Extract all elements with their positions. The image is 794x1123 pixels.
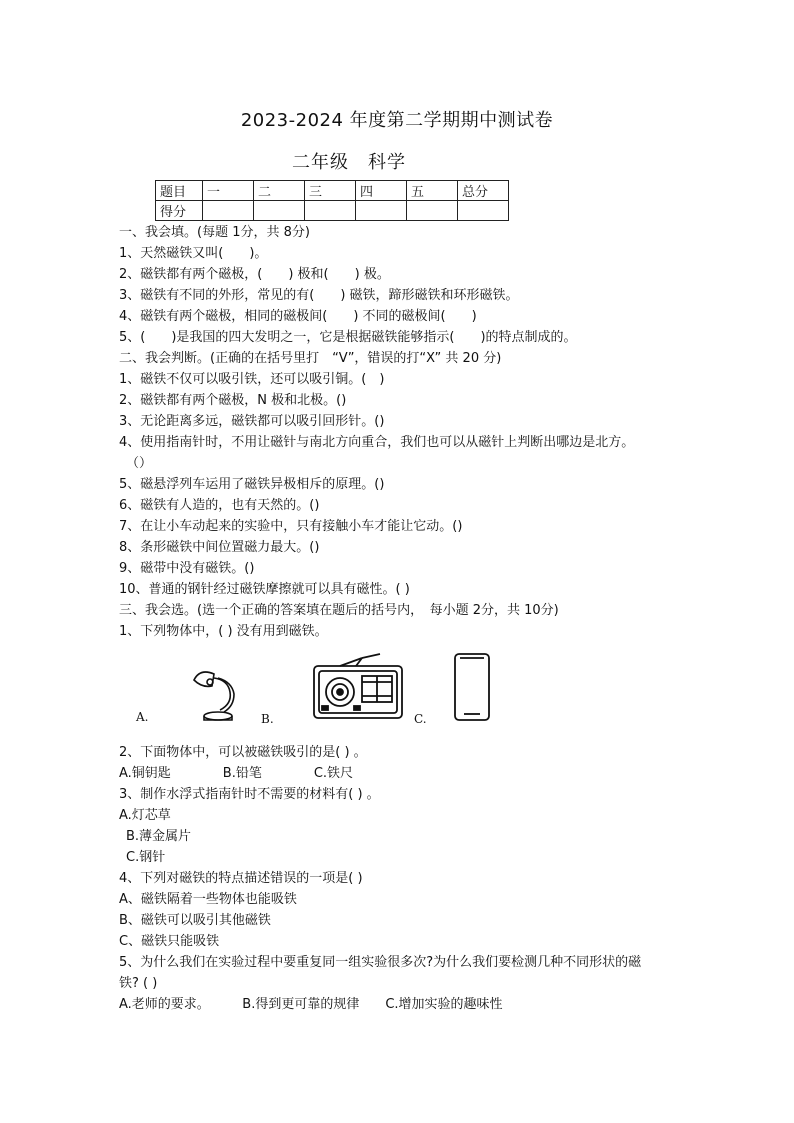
option-a-label: A. [136,710,149,724]
question-line: 5、( )是我国的四大发明之一，它是根据磁铁能够指示( )的特点制成的。 [119,330,577,345]
question-line: 4、磁铁有两个磁极，相同的磁极间( ) 不同的磁极间( ) [119,309,477,324]
section-heading: 二、我会判断。(正确的在括号里打 “V”，错误的打“X” 共 20 分) [119,351,502,366]
question-line: 10、普通的钢针经过磁铁摩擦就可以具有磁性。( ) [119,582,410,597]
score-input-cell[interactable] [305,201,356,221]
question-line: 1、下列物体中，( ) 没有用到磁铁。 [119,624,328,639]
answer-option: B、磁铁可以吸引其他磁铁 [119,913,271,928]
option-b-label: B. [261,712,274,726]
score-table [155,180,509,221]
question-line: 7、在让小车动起来的实验中，只有接触小车才能让它动。() [119,519,463,534]
score-input-cell[interactable] [203,201,254,221]
score-input-cell[interactable] [356,201,407,221]
answer-option: A、磁铁隔着一些物体也能吸铁 [119,892,297,907]
answer-option: A.灯芯草 [119,808,171,823]
section-heading: 一、我会填。(每题 1分，共 8分) [119,225,310,240]
answer-option: B.薄金属片 [126,829,192,844]
page-subtitle: 二年级 科学 [292,152,406,173]
question-line: 1、天然磁铁又叫( )。 [119,246,268,261]
section-heading: 三、我会选。(选一个正确的答案填在题后的括号内， 每小题 2分，共 10分) [119,603,559,618]
answer-bracket: （） [126,456,153,471]
score-input-cell[interactable] [407,201,458,221]
question-line: 4、使用指南针时，不用让磁针与南北方向重合，我们也可以从磁针上判断出哪边是北方。 [119,435,635,450]
score-table-cell: 题目 [156,181,203,201]
score-table-cell: 三 [305,181,356,201]
score-table-score-row [156,201,509,221]
answer-option: C、磁铁只能吸铁 [119,934,220,949]
score-input-cell[interactable] [458,201,509,221]
option-c-label: C. [414,712,427,726]
question-line: 3、制作水浮式指南针时不需要的材料有( ) 。 [119,787,380,802]
answer-options: A.铜钥匙 B.铅笔 C.铁尺 [119,766,354,781]
question-line: 9、磁带中没有磁铁。() [119,561,255,576]
question-line: 2、下面物体中，可以被磁铁吸引的是( ) 。 [119,745,367,760]
score-table-cell: 二 [254,181,305,201]
answer-option: C.钢针 [126,850,166,865]
score-table-cell: 五 [407,181,458,201]
score-table-cell: 总分 [458,181,509,201]
question-line: 3、磁铁有不同的外形，常见的有( ) 磁铁，蹄形磁铁和环形磁铁。 [119,288,519,303]
score-table-cell: 四 [356,181,407,201]
score-table-cell: 得分 [156,201,203,221]
question-line: 3、无论距离多远，磁铁都可以吸引回形针。() [119,414,385,429]
question-line: 1、磁铁不仅可以吸引铁，还可以吸引铜。( ) [119,372,385,387]
score-table-header-row [156,181,509,201]
question-line: 8、条形磁铁中间位置磁力最大。() [119,540,320,555]
score-table-cell: 一 [203,181,254,201]
question-line: 铁? ( ) [119,976,158,991]
smartphone-icon [452,652,492,722]
question-line: 2、磁铁都有两个磁极，( ) 极和( ) 极。 [119,267,390,282]
radio-icon [310,652,406,722]
question-line: 5、为什么我们在实验过程中要重复同一组实验很多次?为什么我们要检测几种不同形状的磁 [119,955,642,970]
score-input-cell[interactable] [254,201,305,221]
question-line: 5、磁悬浮列车运用了磁铁异极相斥的原理。() [119,477,385,492]
page-title: 2023-2024 年度第二学期期中测试卷 [240,110,554,131]
question-line: 4、下列对磁铁的特点描述错误的一项是( ) [119,871,363,886]
answer-options: A.老师的要求。 B.得到更可靠的规律 C.增加实验的趣味性 [119,997,503,1012]
desk-lamp-icon [190,666,240,722]
question-line: 2、磁铁都有两个磁极，N 极和北极。() [119,393,347,408]
question-line: 6、磁铁有人造的，也有天然的。() [119,498,320,513]
